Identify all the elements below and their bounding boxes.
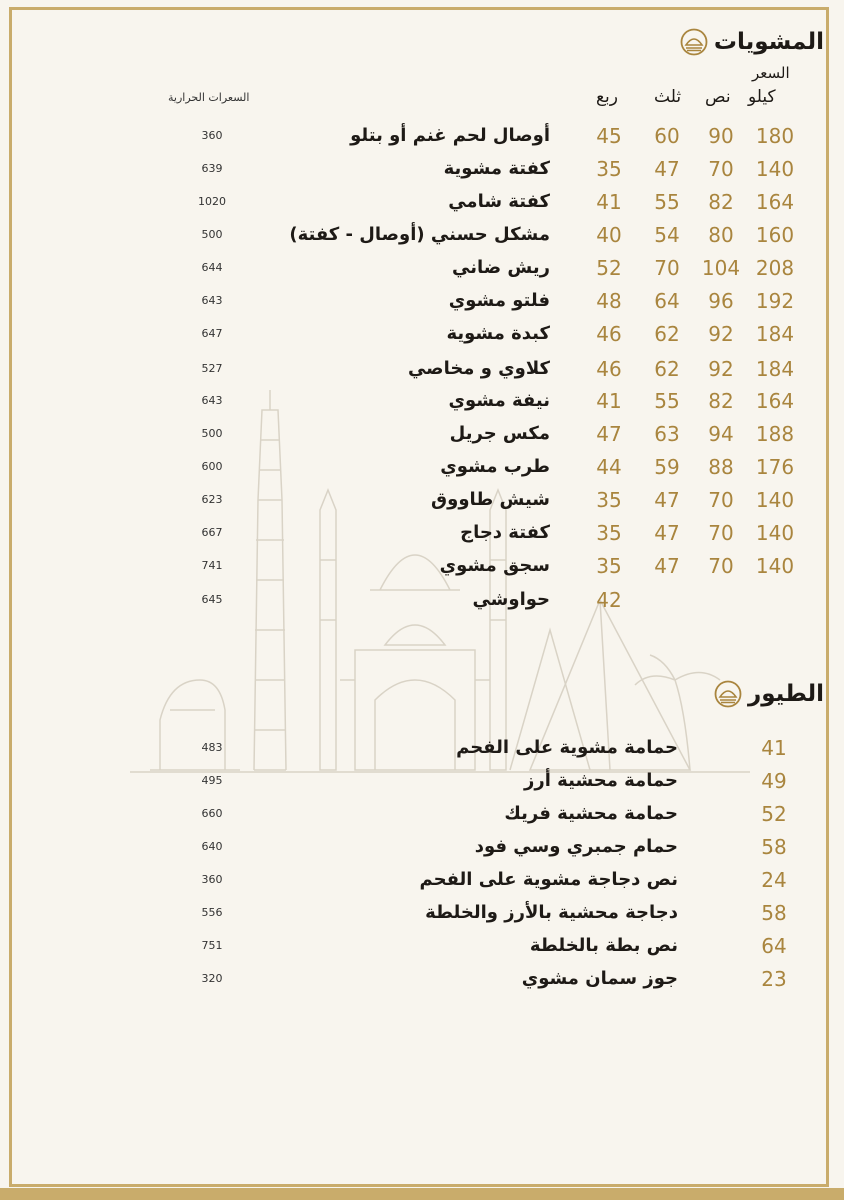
list-item bbox=[0, 867, 844, 900]
item-name: كبدة مشوية bbox=[446, 323, 550, 344]
list-item bbox=[0, 454, 844, 487]
price-half: 96 bbox=[708, 289, 734, 313]
price-quarter: 35 bbox=[596, 554, 622, 578]
dome-icon bbox=[680, 28, 708, 56]
price-quarter: 45 bbox=[596, 124, 622, 148]
calories-value: 360 bbox=[201, 129, 223, 142]
list-item bbox=[0, 123, 844, 156]
list-item bbox=[0, 900, 844, 933]
price-kilo: 140 bbox=[755, 521, 795, 545]
price-kilo: 180 bbox=[755, 124, 795, 148]
item-name: سجق مشوي bbox=[439, 555, 550, 576]
calories-value: 640 bbox=[201, 840, 223, 853]
bottom-border-strip bbox=[0, 1188, 844, 1200]
item-name: حمامة محشية فريك bbox=[504, 803, 678, 824]
price: 24 bbox=[761, 868, 787, 892]
price-kilo: 184 bbox=[755, 357, 795, 381]
price-quarter: 35 bbox=[596, 521, 622, 545]
item-name: طرب مشوي bbox=[440, 456, 550, 477]
list-item bbox=[0, 487, 844, 520]
item-name: حمامة مشوية على الفحم bbox=[456, 737, 678, 758]
calories-value: 500 bbox=[201, 427, 223, 440]
list-item bbox=[0, 288, 844, 321]
price-half: 82 bbox=[708, 389, 734, 413]
third-header: ثلث bbox=[654, 87, 682, 107]
price-quarter: 41 bbox=[596, 389, 622, 413]
calories-value: 751 bbox=[201, 939, 223, 952]
list-item bbox=[0, 421, 844, 454]
list-item bbox=[0, 388, 844, 421]
price-kilo: 192 bbox=[755, 289, 795, 313]
item-name: فلتو مشوي bbox=[448, 290, 550, 311]
calories-value: 495 bbox=[201, 774, 223, 787]
item-name: حمام جمبري وسي فود bbox=[474, 836, 678, 857]
price-quarter: 35 bbox=[596, 488, 622, 512]
price-third: 54 bbox=[654, 223, 680, 247]
list-item bbox=[0, 189, 844, 222]
price-quarter: 41 bbox=[596, 190, 622, 214]
item-name: مكس جريل bbox=[449, 423, 550, 444]
calories-value: 600 bbox=[201, 460, 223, 473]
price-kilo: 176 bbox=[755, 455, 795, 479]
price-quarter: 46 bbox=[596, 357, 622, 381]
price-kilo: 140 bbox=[755, 554, 795, 578]
calories-value: 527 bbox=[201, 362, 223, 375]
calories-value: 741 bbox=[201, 559, 223, 572]
price-third: 47 bbox=[654, 157, 680, 181]
price-half: 70 bbox=[708, 554, 734, 578]
price-kilo: 184 bbox=[755, 322, 795, 346]
calories-value: 1020 bbox=[198, 195, 226, 208]
price-kilo: 140 bbox=[755, 488, 795, 512]
price: 58 bbox=[761, 901, 787, 925]
list-item bbox=[0, 966, 844, 999]
price-third: 47 bbox=[654, 554, 680, 578]
price-kilo: 208 bbox=[755, 256, 795, 280]
item-name: مشكل حسني (أوصال - كفتة) bbox=[289, 224, 550, 245]
price-half: 88 bbox=[708, 455, 734, 479]
calories-value: 643 bbox=[201, 394, 223, 407]
calories-value: 644 bbox=[201, 261, 223, 274]
item-name: حواوشي bbox=[472, 589, 550, 610]
price-half: 90 bbox=[708, 124, 734, 148]
item-name: أوصال لحم غنم أو بتلو bbox=[350, 125, 550, 146]
price-half: 92 bbox=[708, 357, 734, 381]
price-third: 64 bbox=[654, 289, 680, 313]
price-half: 70 bbox=[708, 521, 734, 545]
list-item bbox=[0, 801, 844, 834]
item-name: ريش ضاني bbox=[452, 257, 550, 278]
price-third: 62 bbox=[654, 357, 680, 381]
item-name: دجاجة محشية بالأرز والخلطة bbox=[425, 902, 678, 923]
dome-icon bbox=[714, 680, 742, 708]
item-name: كلاوي و مخاصي bbox=[407, 358, 550, 379]
price-quarter: 35 bbox=[596, 157, 622, 181]
price-kilo: 160 bbox=[755, 223, 795, 247]
item-name: شيش طاووق bbox=[431, 489, 550, 510]
price-half: 70 bbox=[708, 157, 734, 181]
price-quarter: 52 bbox=[596, 256, 622, 280]
calories-value: 623 bbox=[201, 493, 223, 506]
list-item bbox=[0, 933, 844, 966]
price-kilo: 140 bbox=[755, 157, 795, 181]
calories-value: 643 bbox=[201, 294, 223, 307]
calories-value: 647 bbox=[201, 327, 223, 340]
price: 49 bbox=[761, 769, 787, 793]
price-kilo: 164 bbox=[755, 190, 795, 214]
price: 52 bbox=[761, 802, 787, 826]
price: 23 bbox=[761, 967, 787, 991]
list-item bbox=[0, 156, 844, 189]
list-item bbox=[0, 768, 844, 801]
kilo-header: كيلو bbox=[748, 87, 776, 107]
price-half: 82 bbox=[708, 190, 734, 214]
price: 64 bbox=[761, 934, 787, 958]
grills-title-text: المشويات bbox=[713, 29, 824, 55]
item-name: جوز سمان مشوي bbox=[521, 968, 678, 989]
half-header: نص bbox=[705, 87, 731, 107]
list-item bbox=[0, 587, 844, 620]
price-quarter: 46 bbox=[596, 322, 622, 346]
price-quarter: 40 bbox=[596, 223, 622, 247]
list-item bbox=[0, 520, 844, 553]
item-name: كفتة دجاج bbox=[460, 522, 550, 543]
quarter-header: ربع bbox=[596, 87, 618, 107]
list-item bbox=[0, 321, 844, 354]
list-item bbox=[0, 356, 844, 389]
list-item bbox=[0, 222, 844, 255]
price-half: 70 bbox=[708, 488, 734, 512]
price-quarter: 47 bbox=[596, 422, 622, 446]
calories-value: 320 bbox=[201, 972, 223, 985]
calories-value: 660 bbox=[201, 807, 223, 820]
item-name: نص بطة بالخلطة bbox=[529, 935, 678, 956]
poultry-section-title bbox=[714, 680, 824, 708]
price-kilo: 164 bbox=[755, 389, 795, 413]
item-name: حمامة محشية أرز bbox=[524, 770, 678, 791]
calories-value: 667 bbox=[201, 526, 223, 539]
price: 58 bbox=[761, 835, 787, 859]
price-quarter: 42 bbox=[596, 588, 622, 612]
list-item bbox=[0, 735, 844, 768]
poultry-title-text: الطيور bbox=[748, 681, 824, 707]
calories-value: 360 bbox=[201, 873, 223, 886]
calories-value: 500 bbox=[201, 228, 223, 241]
item-name: نيفة مشوي bbox=[448, 390, 550, 411]
price-third: 47 bbox=[654, 521, 680, 545]
item-name: نص دجاجة مشوية على الفحم bbox=[419, 869, 678, 890]
price-kilo: 188 bbox=[755, 422, 795, 446]
price-third: 70 bbox=[654, 256, 680, 280]
price-half: 104 bbox=[701, 256, 741, 280]
list-item bbox=[0, 255, 844, 288]
item-name: كفتة شامي bbox=[448, 191, 550, 212]
price-half: 92 bbox=[708, 322, 734, 346]
price-half: 80 bbox=[708, 223, 734, 247]
price-third: 62 bbox=[654, 322, 680, 346]
calories-value: 645 bbox=[201, 593, 223, 606]
price: 41 bbox=[761, 736, 787, 760]
calories-header: السعرات الحرارية bbox=[168, 91, 250, 104]
price-header: السعر bbox=[752, 64, 790, 82]
calories-value: 639 bbox=[201, 162, 223, 175]
price-third: 55 bbox=[654, 190, 680, 214]
calories-value: 556 bbox=[201, 906, 223, 919]
calories-value: 483 bbox=[201, 741, 223, 754]
price-third: 47 bbox=[654, 488, 680, 512]
price-third: 60 bbox=[654, 124, 680, 148]
list-item bbox=[0, 834, 844, 867]
price-half: 94 bbox=[708, 422, 734, 446]
price-third: 59 bbox=[654, 455, 680, 479]
price-third: 63 bbox=[654, 422, 680, 446]
item-name: كفتة مشوية bbox=[443, 158, 550, 179]
list-item bbox=[0, 553, 844, 586]
price-quarter: 44 bbox=[596, 455, 622, 479]
price-third: 55 bbox=[654, 389, 680, 413]
price-quarter: 48 bbox=[596, 289, 622, 313]
grills-section-title bbox=[680, 28, 824, 56]
